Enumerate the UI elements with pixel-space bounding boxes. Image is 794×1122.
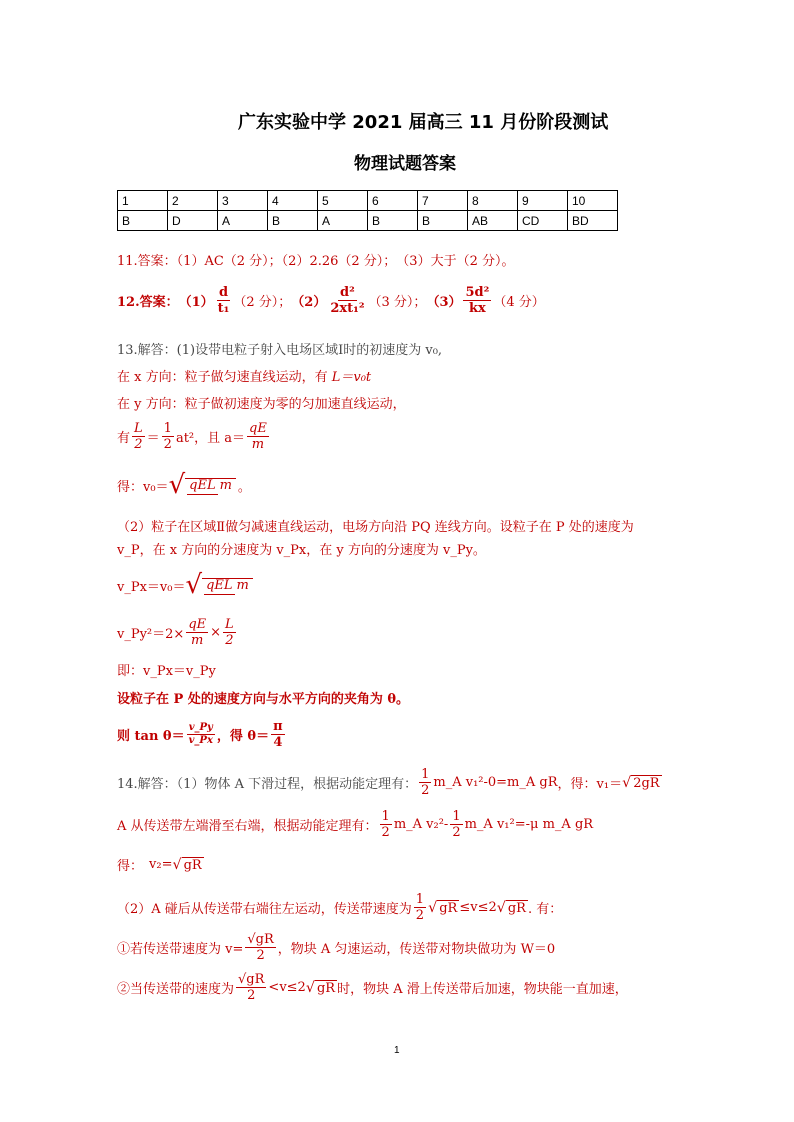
question-number: 7 [418,191,468,211]
fraction [450,810,462,839]
equals: ＝ [146,431,160,446]
sqrt-icon: √ [428,899,438,916]
sqrt-icon: √ [185,570,203,600]
denominator: t₁ [217,301,230,316]
answer-cell: B [418,211,468,231]
q13-line-1: 13.解答：(1)设带电粒子射入电场区域Ⅰ时的初速度为 v₀, [117,343,443,358]
fraction [380,810,392,839]
q13-l2-text: 在 x 方向：粒子做匀速直线运动，有 [117,370,332,385]
sqrt-icon: √ [168,470,186,500]
denominator: 2 [452,825,461,840]
q14-l5-b: ，物块 A 匀速运动，传送带对物块做功为 W＝0 [277,942,556,957]
q14-l4-b: ≤v≤2 [459,900,497,915]
q13-line-7: v_P，在 x 方向的分速度为 v_Px，在 y 方向的分速度为 v_Py。 [117,543,486,558]
q14-l3-text: 得： [117,859,144,874]
denominator: 2 [415,908,425,923]
answer-cell: D [168,211,218,231]
table-row [118,211,618,231]
fraction [223,618,236,647]
denominator: m [191,633,204,648]
sqrt-content: gR [439,900,458,916]
times: × [210,625,222,640]
fraction [414,893,426,922]
answer-cell: AB [468,211,518,231]
q13-line-4 [117,422,271,451]
q14-line-6 [117,973,628,1002]
q13-l5-text: 得：v₀＝ [117,479,169,495]
q13-line-2 [117,366,371,385]
denominator: 2xt₁² [330,301,365,316]
q12-fraction-2 [328,286,366,315]
q14-l4-text: （2）A 碰后从传送带右端往左运动，传送带速度为 [117,902,412,917]
answer-cell: CD [518,211,568,231]
question-number: 6 [368,191,418,211]
q13-l9-text: v_Py²＝2× [117,627,185,642]
q14-line-5 [117,933,555,962]
denominator: m [251,437,265,452]
sqrt-icon: √ [496,899,506,916]
denominator: kx [469,301,486,316]
page-title: 广东实验中学 2021 届高三 11 月份阶段测试 [238,112,609,133]
q14-l1-text: 14.解答：（1）物体 A 下滑过程，根据动能定理有： [117,777,418,792]
answer-cell: B [368,211,418,231]
q12-fraction-3 [463,286,491,315]
fraction [186,618,208,647]
q14-l6-c: 时，物块 A 滑上传送带后加速，物块能一直加速， [337,982,628,997]
numerator: qEL [206,578,233,593]
q12-part3: （3） [426,295,462,310]
question-number: 8 [468,191,518,211]
numerator: d² [340,285,355,300]
q14-l2-c: m_A v₁²=-μ m_A gR [464,817,594,832]
q14-l5-text: ①若传送带速度为 v= [117,942,244,957]
q13-line-6: （2）粒子在区域Ⅱ做匀减速直线运动，电场方向沿 PQ 连线方向。设粒子在 P 处的速度为 [117,520,634,535]
sqrt-icon: √ [172,856,182,873]
q13-l12-text: 则 tan θ＝ [117,729,185,744]
denominator: v_Px [188,735,213,746]
answer-cell: A [218,211,268,231]
q14-l1-eq: m_A v₁²-0=m_A gR [433,775,558,790]
numerator: v_Py [188,722,213,733]
q12-prefix: 12.答案： [117,295,179,310]
q12-fraction-1 [216,286,232,315]
numerator: L [225,617,234,632]
numerator: 1 [163,421,172,436]
sqrt-icon: √ [622,774,632,791]
q14-l3-eq: v₂= [149,857,173,872]
answer-table [117,190,618,231]
q12-score3: （4 分） [493,295,545,310]
q11-answer: 11.答案：（1）AC（2 分）；（2）2.26（2 分）； （3）大于（2 分）。 [117,254,515,269]
denominator: m [236,578,249,593]
q13-line-10: 即：v_Px＝v_Py [117,664,216,679]
q14-line-2 [117,810,593,839]
numerator: √gR [238,972,265,987]
q14-l2-b: m_A v₂²- [393,817,449,832]
sqrt-content: gR [316,980,336,996]
q14-line-1 [117,768,662,797]
fraction [187,723,215,746]
fraction [247,422,269,451]
question-number: 1 [118,191,168,211]
numerator: 5d² [465,285,490,300]
q13-l12-mid: ，得 θ＝ [216,729,270,744]
q13-l4-mid: at²，且 a＝ [175,431,246,446]
numerator: 1 [381,809,390,824]
numerator: qEL [189,478,216,493]
numerator: π [273,719,283,734]
q14-line-4 [117,893,562,922]
numerator: qE [188,617,207,632]
numerator: d [218,285,229,300]
answer-cell: B [268,211,318,231]
numerator: 1 [452,809,461,824]
answer-cell: BD [568,211,618,231]
q13-line-5 [117,470,251,500]
q13-line-3: 在 y 方向：粒子做初速度为零的匀加速直线运动， [117,397,406,412]
q13-l4-you: 有 [117,431,131,446]
sqrt-content: gR [507,900,526,916]
denominator: 2 [381,825,390,840]
q13-line-11: 设粒子在 P 处的速度方向与水平方向的夹角为 θ。 [117,692,410,707]
sqrt-fraction [185,478,236,492]
q13-l2-eq: L＝v₀t [331,370,372,385]
question-number: 4 [268,191,318,211]
q12-score2: （3 分）； [368,295,427,310]
numerator: L [134,421,143,436]
q12-part2: （2） [291,295,327,310]
fraction [162,422,174,451]
fraction [419,768,431,797]
denominator: 2 [256,948,265,963]
q12-answer [117,286,545,315]
denominator: 2 [421,783,430,798]
q12-part1: （1） [178,295,214,310]
answer-cell: A [318,211,368,231]
fraction [245,933,275,962]
fraction [132,422,145,451]
numerator: 1 [421,767,430,782]
page-subtitle: 物理试题答案 [354,154,456,174]
q14-l4-c: . 有： [527,902,563,917]
sqrt-content: 2gR [633,775,660,791]
q13-l8-text: v_Px＝v₀＝ [117,579,186,595]
q14-l6-b: <v≤2 [268,980,306,995]
q14-line-3 [117,855,204,874]
q14-l1-mid: ，得：v₁＝ [557,777,623,792]
question-number: 3 [218,191,268,211]
question-number: 9 [518,191,568,211]
sqrt-content: gR [183,857,202,873]
denominator: 2 [163,437,172,452]
sqrt-fraction [202,578,253,592]
denominator: 2 [134,437,143,452]
q13-l5-end: 。 [237,479,251,495]
numerator: 1 [415,892,425,907]
fraction [271,720,285,749]
q14-l6-text: ②当传送带的速度为 [117,982,235,997]
numerator: √gR [247,932,274,947]
denominator: m [219,478,232,493]
question-number: 5 [318,191,368,211]
q13-line-8 [117,570,255,600]
q13-line-9 [117,618,238,647]
denominator: 4 [273,735,283,750]
q12-score1: （2 分）； [233,295,292,310]
sqrt-icon: √ [305,979,315,996]
fraction [236,973,266,1002]
table-row [118,191,618,211]
q13-line-12 [117,720,287,749]
denominator: 2 [247,988,256,1003]
numerator: qE [249,421,267,436]
q14-l2-text: A 从传送带左端滑至右端，根据动能定理有： [117,819,378,834]
denominator: 2 [225,633,234,648]
answer-cell: B [118,211,168,231]
page-number: 1 [394,1045,400,1056]
question-number: 2 [168,191,218,211]
question-number: 10 [568,191,618,211]
